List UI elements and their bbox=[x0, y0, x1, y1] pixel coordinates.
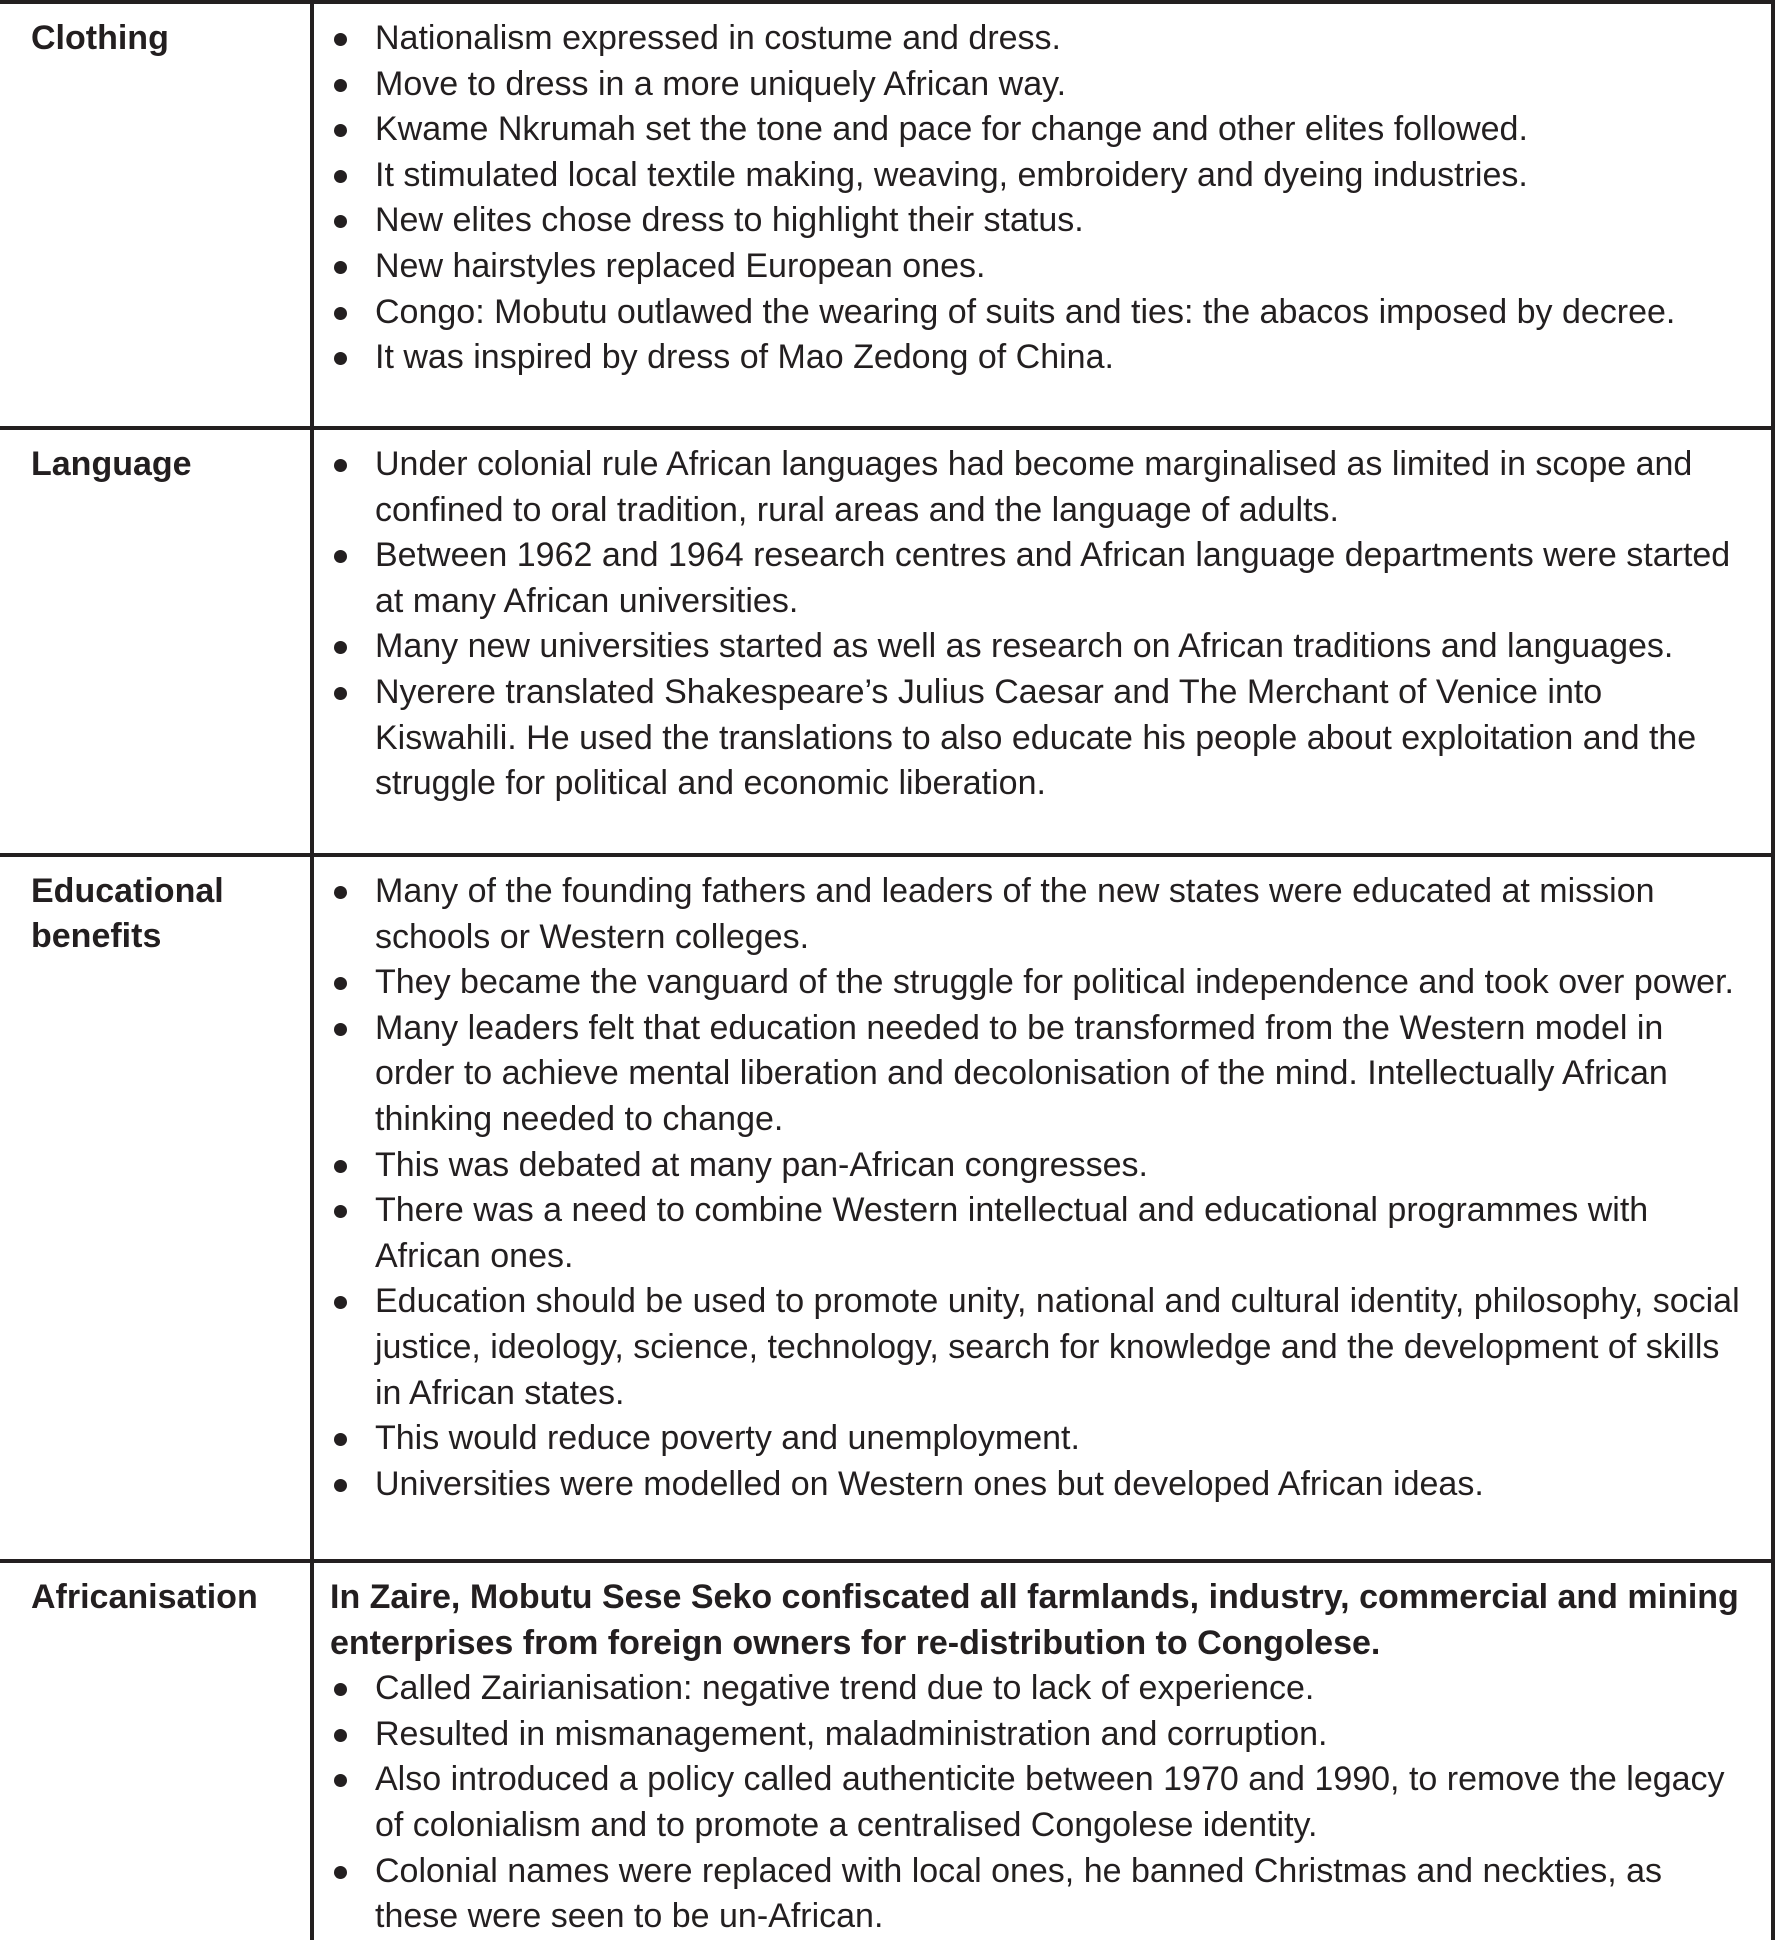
bullet-icon bbox=[334, 79, 347, 92]
list-item: Universities were modelled on Western ones but developed African ideas. bbox=[330, 1462, 1751, 1508]
bullet-icon bbox=[334, 33, 347, 46]
bullet-list bbox=[330, 1666, 1751, 1940]
table-row-africanisation bbox=[0, 1561, 1773, 1940]
row-content-cell bbox=[312, 1561, 1773, 1940]
list-item: There was a need to combine Western intellectual and educational programmes with African ones. bbox=[330, 1188, 1751, 1279]
bullet-icon bbox=[334, 1866, 347, 1879]
bullet-icon bbox=[334, 1774, 347, 1787]
table-row-educational-benefits bbox=[0, 855, 1773, 1561]
list-item: Called Zairianisation: negative trend due to lack of experience. bbox=[330, 1666, 1751, 1712]
list-item: This was debated at many pan-African congresses. bbox=[330, 1143, 1751, 1189]
list-item: Education should be used to promote unity, national and cultural identity, philosophy, social justice, ideology, science, technology, search for knowledge and the development of skills in African states. bbox=[330, 1279, 1751, 1416]
intro-text: In Zaire, Mobutu Sese Seko confiscated all farmlands, industry, commercial and mining enterprises from foreign owners for re-distribution to Congolese. bbox=[330, 1578, 1739, 1662]
bullet-icon bbox=[334, 215, 347, 228]
table-row-clothing bbox=[0, 2, 1773, 428]
bullet-icon bbox=[334, 1683, 347, 1696]
bullet-list bbox=[330, 869, 1751, 1507]
row-label: Clothing bbox=[31, 19, 169, 57]
list-item: Resulted in mismanagement, maladministration and corruption. bbox=[330, 1712, 1751, 1758]
table-row-language bbox=[0, 428, 1773, 855]
row-content-cell bbox=[312, 855, 1773, 1561]
list-item: This would reduce poverty and unemployment. bbox=[330, 1416, 1751, 1462]
list-item: Congo: Mobutu outlawed the wearing of suits and ties: the abacos imposed by decree. bbox=[330, 290, 1751, 336]
bullet-list bbox=[330, 442, 1751, 807]
list-item: Kwame Nkrumah set the tone and pace for change and other elites followed. bbox=[330, 107, 1751, 153]
row-content-cell bbox=[312, 428, 1773, 855]
bullet-icon bbox=[334, 1205, 347, 1218]
bullet-icon bbox=[334, 352, 347, 365]
row-label-cell bbox=[0, 1561, 312, 1940]
bullet-icon bbox=[334, 261, 347, 274]
bullet-icon bbox=[334, 977, 347, 990]
bullet-icon bbox=[334, 687, 347, 700]
list-item: They became the vanguard of the struggle for political independence and took over power. bbox=[330, 960, 1751, 1006]
list-item: Move to dress in a more uniquely African way. bbox=[330, 62, 1751, 108]
list-item: Also introduced a policy called authenticite between 1970 and 1990, to remove the legacy of colonialism and to promote a centralised Congolese identity. bbox=[330, 1757, 1751, 1848]
bullet-icon bbox=[334, 459, 347, 472]
bullet-icon bbox=[334, 550, 347, 563]
list-item: Many leaders felt that education needed to be transformed from the Western model in order to achieve mental liberation and decolonisation of the mind. Intellectually African thinking needed to change. bbox=[330, 1006, 1751, 1143]
list-item: It was inspired by dress of Mao Zedong of China. bbox=[330, 335, 1751, 381]
list-item: Many of the founding fathers and leaders of the new states were educated at mission schools or Western colleges. bbox=[330, 869, 1751, 960]
bullet-icon bbox=[334, 641, 347, 654]
list-item: New elites chose dress to highlight their status. bbox=[330, 198, 1751, 244]
row-content-cell bbox=[312, 2, 1773, 428]
bullet-icon bbox=[334, 1479, 347, 1492]
row-label-cell bbox=[0, 2, 312, 428]
bullet-list bbox=[330, 16, 1751, 381]
row-label: Educational benefits bbox=[31, 872, 224, 955]
list-item: New hairstyles replaced European ones. bbox=[330, 244, 1751, 290]
list-item: Under colonial rule African languages had become marginalised as limited in scope and confined to oral tradition, rural areas and the language of adults. bbox=[330, 442, 1751, 533]
bullet-icon bbox=[334, 170, 347, 183]
list-item: Nyerere translated Shakespeare’s Julius Caesar and The Merchant of Venice into Kiswahili. He used the translations to also educate his people about exploitation and the struggle for political and economic liberation. bbox=[330, 670, 1751, 807]
row-label-cell bbox=[0, 855, 312, 1561]
bullet-icon bbox=[334, 1296, 347, 1309]
bullet-icon bbox=[334, 124, 347, 137]
row-label-cell bbox=[0, 428, 312, 855]
bullet-icon bbox=[334, 886, 347, 899]
row-label: Africanisation bbox=[31, 1578, 258, 1616]
list-item: Many new universities started as well as research on African traditions and languages. bbox=[330, 624, 1751, 670]
list-item: Between 1962 and 1964 research centres and African language departments were started at many African universities. bbox=[330, 533, 1751, 624]
bullet-icon bbox=[334, 1160, 347, 1173]
row-label: Language bbox=[31, 445, 192, 483]
bullet-icon bbox=[334, 1023, 347, 1036]
bullet-icon bbox=[334, 1729, 347, 1742]
list-item: Colonial names were replaced with local ones, he banned Christmas and neckties, as these were seen to be un-African. bbox=[330, 1849, 1751, 1940]
bullet-icon bbox=[334, 1433, 347, 1446]
list-item: Nationalism expressed in costume and dress. bbox=[330, 16, 1751, 62]
bullet-icon bbox=[334, 307, 347, 320]
list-item: It stimulated local textile making, weaving, embroidery and dyeing industries. bbox=[330, 153, 1751, 199]
